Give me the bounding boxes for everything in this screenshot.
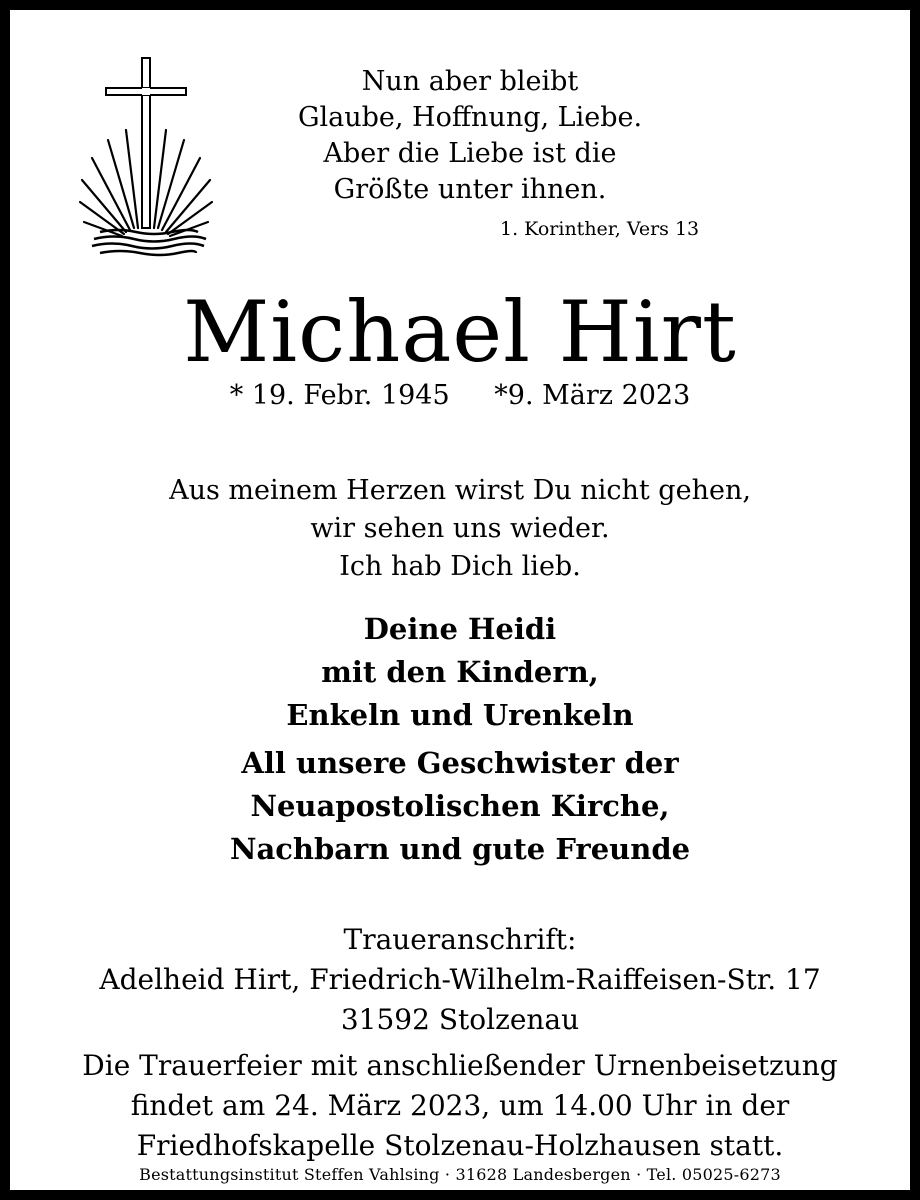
service-line: Die Trauerfeier mit anschließender Urnenbeisetzung xyxy=(82,1049,838,1082)
address-street: Adelheid Hirt, Friedrich-Wilhelm-Raiffeisen-Str. 17 xyxy=(99,963,821,996)
verse-line: Größte unter ihnen. xyxy=(333,174,607,205)
deceased-name: Michael Hirt xyxy=(183,283,737,381)
poem-line: Ich hab Dich lieb. xyxy=(339,551,581,582)
cross-rising-sun-water-icon xyxy=(78,50,218,260)
service-line: Friedhofskapelle Stolzenau-Holzhausen statt. xyxy=(136,1129,784,1162)
family-line: Deine Heidi xyxy=(363,612,557,646)
family-line: mit den Kindern, xyxy=(321,655,599,689)
verse-line: Aber die Liebe ist die xyxy=(323,138,617,169)
life-dates xyxy=(10,376,910,416)
family-line: Enkeln und Urenkeln xyxy=(286,698,634,732)
family-signature xyxy=(10,608,910,737)
bible-verse xyxy=(230,64,710,208)
death-date: *9. März 2023 xyxy=(494,380,691,411)
verse-line: Nun aber bleibt xyxy=(361,66,579,97)
friends-line: All unsere Geschwister der xyxy=(241,746,679,780)
verse-reference: 1. Korinther, Vers 13 xyxy=(500,218,700,240)
address-city: 31592 Stolzenau xyxy=(340,1003,580,1036)
service-line: findet am 24. März 2023, um 14.00 Uhr in der xyxy=(130,1089,790,1122)
mourning-address xyxy=(10,920,910,1040)
poem-line: wir sehen uns wieder. xyxy=(310,513,610,544)
farewell-poem xyxy=(10,472,910,586)
verse-line: Glaube, Hoffnung, Liebe. xyxy=(297,102,643,133)
birth-date: * 19. Febr. 1945 xyxy=(229,380,450,411)
friends-line: Neuapostolischen Kirche, xyxy=(250,789,670,823)
friends-line: Nachbarn und gute Freunde xyxy=(229,832,691,866)
funeral-service-info xyxy=(10,1046,910,1166)
address-heading: Traueranschrift: xyxy=(343,923,577,956)
poem-line: Aus meinem Herzen wirst Du nicht gehen, xyxy=(169,475,751,506)
funeral-home-footer: Bestattungsinstitut Steffen Vahlsing · 31628 Landesbergen · Tel. 05025-6273 xyxy=(139,1165,781,1184)
friends-signature xyxy=(10,742,910,871)
